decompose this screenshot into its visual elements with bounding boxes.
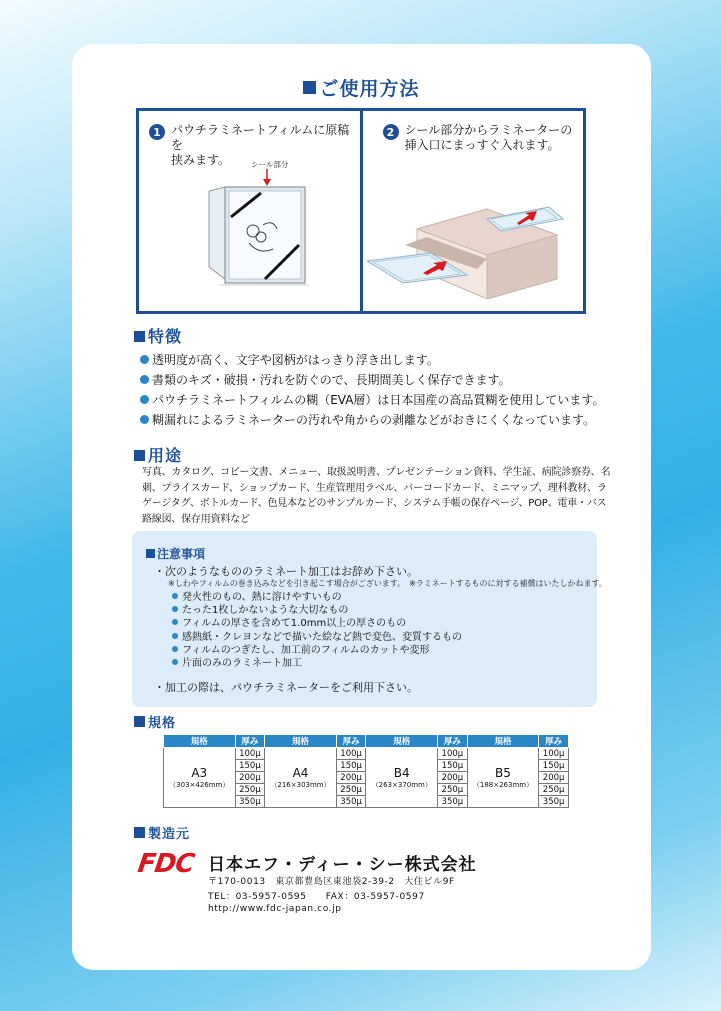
usage-title: ご使用方法 xyxy=(72,74,651,101)
header-thickness: 厚み xyxy=(539,735,569,748)
size-cell-a4: A4 （216×303mm） xyxy=(265,748,337,808)
notes-box xyxy=(132,531,607,707)
square-bullet-icon xyxy=(134,450,145,461)
company-phone-fax: TEL：03-5957-0595 FAX：03-5957-0597 xyxy=(208,892,425,902)
features-title: 特徴 xyxy=(134,324,182,347)
header-size: 規格 xyxy=(265,735,337,748)
table-row: 250μ 250μ 250μ 250μ xyxy=(164,784,569,796)
spec-table xyxy=(163,734,569,808)
header-size: 規格 xyxy=(164,735,236,748)
bullet-icon xyxy=(172,633,178,639)
notes-intro: ・次のようなもののラミネート加工はお辞め下さい。 xyxy=(154,565,418,578)
seal-label: シール部分 xyxy=(251,160,289,169)
laminator-illustration xyxy=(367,179,577,299)
header-thickness: 厚み xyxy=(235,735,265,748)
bullet-icon xyxy=(172,659,178,665)
note-item: 片面のみのラミネート加工 xyxy=(172,657,462,670)
step-2 xyxy=(360,111,584,311)
bullet-icon xyxy=(140,395,149,404)
main-card xyxy=(72,44,651,970)
uses-title: 用途 xyxy=(134,443,182,466)
square-bullet-icon xyxy=(134,716,145,727)
bullet-icon xyxy=(140,355,149,364)
notes-title: 注意事項 xyxy=(146,545,205,562)
notes-outro: ・加工の際は、パウチラミネーターをご利用下さい。 xyxy=(154,681,418,694)
notes-list xyxy=(172,591,462,670)
pouch-illustration xyxy=(189,159,319,299)
size-cell-a3: A3 （303×426mm） xyxy=(164,748,236,808)
header-size: 規格 xyxy=(467,735,539,748)
feature-item: 書類のキズ・破損・汚れを防ぐので、長期間美しく保存できます。 xyxy=(140,370,604,390)
table-row: A3 （303×426mm） 100μ A4 （216×303mm） 100μ B4 （263×370mm） 100μ B5 （188×263mm） 100μ xyxy=(164,748,569,760)
note-item: 発火性のもの、熱に溶けやすいもの xyxy=(172,591,462,604)
bullet-icon xyxy=(172,619,178,625)
header-thickness: 厚み xyxy=(438,735,468,748)
bullet-icon xyxy=(172,606,178,612)
company-address: 〒170-0013 東京都豊島区東池袋2-39-2 大住ビル9F xyxy=(208,877,455,887)
step-1-text: パウチラミネートフィルムに原稿を 挟みます。 xyxy=(171,123,350,167)
features-list xyxy=(140,350,604,430)
size-cell-b4: B4 （263×370mm） xyxy=(366,748,438,808)
note-item: フィルムの厚さを含めて1.0mm以上の厚さのもの xyxy=(172,617,462,630)
table-row: 350μ 350μ 350μ 350μ xyxy=(164,796,569,808)
note-item: 感熱紙・クレヨンなどで描いた絵など熱で変色、変質するもの xyxy=(172,631,462,644)
step-2-text: シール部分からラミネーターの 挿入口にまっすぐ入れます。 xyxy=(404,123,573,152)
square-bullet-icon xyxy=(303,81,316,94)
header-thickness: 厚み xyxy=(336,735,366,748)
square-bullet-icon xyxy=(134,827,145,838)
note-item: フィルムのつぎたし、加工前のフィルムのカットや変形 xyxy=(172,644,462,657)
header-size: 規格 xyxy=(366,735,438,748)
company-name: 日本エフ・ディー・シー株式会社 xyxy=(208,855,477,875)
spec-title: 規格 xyxy=(134,712,176,731)
square-bullet-icon xyxy=(134,331,145,342)
bullet-icon xyxy=(172,646,178,652)
uses-text: 写真、カタログ、コピー文書、メニュー、取扱説明書、プレゼンテーション資料、学生証、病院診察券、名刺、プライスカード、ショップカード、生産管理用ラベル、バーコードカード、ミニマップ、理科教材、ラゲージタグ、ボトルカード、色見本などのサンプルカード、システム手帳の保存ページ、POP、電車・バス路線図、保存用資料など xyxy=(142,467,611,525)
step-number-1: 1 xyxy=(149,124,165,140)
bullet-icon xyxy=(140,375,149,384)
bullet-icon xyxy=(140,415,149,424)
table-row: 200μ 200μ 200μ 200μ xyxy=(164,772,569,784)
maker-title: 製造元 xyxy=(134,823,190,842)
square-bullet-icon xyxy=(146,549,155,558)
company-url[interactable]: http://www.fdc-japan.co.jp xyxy=(208,904,342,914)
table-row: 150μ 150μ 150μ 150μ xyxy=(164,760,569,772)
size-cell-b5: B5 （188×263mm） xyxy=(467,748,539,808)
usage-steps xyxy=(136,108,586,314)
feature-item: パウチラミネートフィルムの糊（EVA層）は日本国産の高品質糊を使用しています。 xyxy=(140,390,604,410)
feature-item: 透明度が高く、文字や図柄がはっきり浮き出します。 xyxy=(140,350,604,370)
step-1 xyxy=(139,111,360,311)
step-number-2: 2 xyxy=(383,124,399,140)
notes-small-print: ※しわやフィルムの巻き込みなどを引き起こす場合がございます。 ※ラミネートするものに対する補償はいたしかねます。 xyxy=(168,579,607,588)
bullet-icon xyxy=(172,593,178,599)
fdc-logo: FDC xyxy=(135,849,196,879)
note-item: たった1枚しかないような大切なもの xyxy=(172,604,462,617)
feature-item: 糊漏れによるラミネーターの汚れや角からの剥離などがおきにくくなっています。 xyxy=(140,410,604,430)
